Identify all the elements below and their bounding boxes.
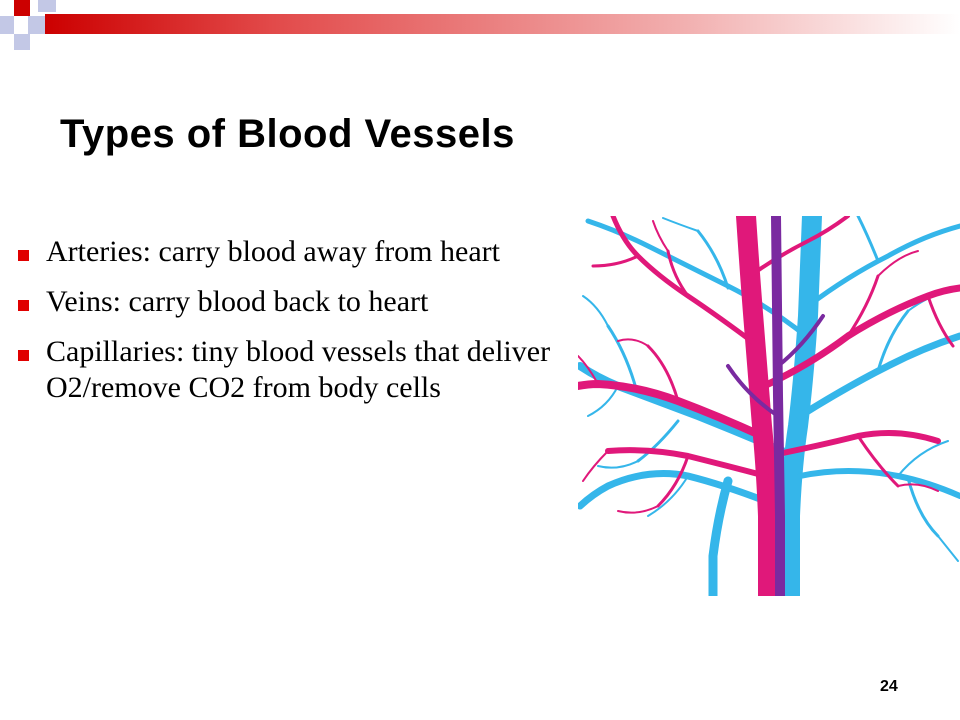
- header-gradient-bar: [45, 14, 960, 34]
- slide-title: Types of Blood Vessels: [60, 112, 515, 156]
- deco-square-lavender: [14, 34, 30, 50]
- bullet-item: [14, 284, 574, 320]
- deco-square-lavender: [38, 0, 56, 12]
- deco-square-lavender: [0, 16, 14, 34]
- bullet-text: Capillaries: tiny blood vessels that deliver O2/remove CO2 from body cells: [46, 335, 551, 404]
- page-number: 24: [880, 678, 898, 695]
- bullet-item: [14, 234, 574, 270]
- bullet-list: [14, 234, 574, 420]
- bullet-text: Veins: carry blood back to heart: [46, 285, 429, 318]
- blood-vessel-tree-illustration: [578, 216, 960, 596]
- bullet-item: [14, 334, 574, 406]
- deco-square-red: [14, 0, 30, 16]
- bullet-square-icon: [18, 250, 29, 261]
- bullet-text: Arteries: carry blood away from heart: [46, 235, 500, 268]
- deco-square-lavender: [28, 16, 46, 34]
- bullet-square-icon: [18, 350, 29, 361]
- bullet-square-icon: [18, 300, 29, 311]
